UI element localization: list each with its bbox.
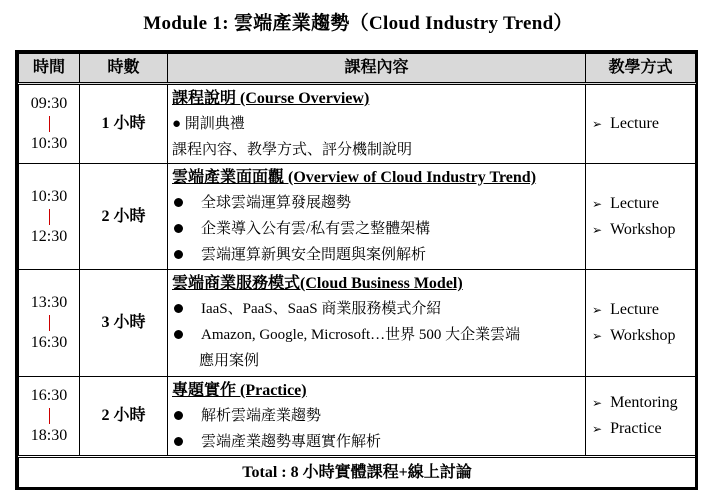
time-range bbox=[19, 164, 80, 270]
bullet-icon bbox=[174, 437, 183, 446]
list-item: 全球雲端運算發展趨勢 bbox=[172, 190, 581, 216]
header-time: 時間 bbox=[19, 54, 80, 84]
list-item: IaaS、PaaS、SaaS 商業服務模式介紹 bbox=[172, 296, 581, 322]
content-cell bbox=[168, 377, 586, 457]
method-item: ➢ Mentoring bbox=[592, 390, 695, 416]
method-item: ➢ Lecture bbox=[592, 111, 695, 137]
method-item: ➢ Lecture bbox=[592, 297, 695, 323]
list-item: 企業導入公有雲/私有雲之整體架構 bbox=[172, 216, 581, 242]
hours-cell: 1 小時 bbox=[80, 84, 168, 164]
content-cell bbox=[168, 164, 586, 270]
table-row bbox=[19, 377, 696, 457]
arrow-icon: ➢ bbox=[592, 422, 603, 436]
bullet-icon bbox=[174, 330, 183, 339]
start-time: 16:30 bbox=[30, 387, 68, 404]
table-row bbox=[19, 164, 696, 270]
section-title: 雲端商業服務模式(Cloud Business Model) bbox=[172, 275, 463, 292]
bullet-icon bbox=[174, 198, 183, 207]
method-item: ➢ Practice bbox=[592, 416, 695, 442]
method-cell bbox=[586, 270, 696, 377]
method-cell bbox=[586, 377, 696, 457]
start-time: 09:30 bbox=[30, 95, 68, 112]
time-separator bbox=[49, 408, 50, 424]
hours-cell: 3 小時 bbox=[80, 270, 168, 377]
time-range bbox=[19, 270, 80, 377]
method-cell bbox=[586, 164, 696, 270]
header-method: 教學方式 bbox=[586, 54, 696, 84]
content-cell bbox=[168, 270, 586, 377]
table-header-row bbox=[19, 54, 696, 84]
arrow-icon: ➢ bbox=[592, 303, 603, 317]
end-time: 18:30 bbox=[30, 427, 68, 444]
arrow-icon: ➢ bbox=[592, 396, 603, 410]
section-title: 雲端產業面面觀 (Overview of Cloud Industry Trend) bbox=[172, 169, 537, 186]
method-cell bbox=[586, 84, 696, 164]
bullet-icon bbox=[174, 250, 183, 259]
list-item: 解析雲端產業趨勢 bbox=[172, 403, 581, 429]
end-time: 10:30 bbox=[30, 135, 68, 152]
list-item: 雲端產業趨勢專題實作解析 bbox=[172, 429, 581, 455]
start-time: 10:30 bbox=[30, 187, 68, 205]
arrow-icon: ➢ bbox=[592, 222, 603, 237]
method-item: ➢ Workshop bbox=[592, 323, 695, 349]
time-range bbox=[19, 84, 80, 164]
total-row bbox=[19, 457, 696, 489]
time-separator bbox=[49, 315, 50, 331]
method-item: ➢ Workshop bbox=[592, 217, 695, 243]
time-separator bbox=[49, 209, 50, 225]
section-title: 課程說明 (Course Overview) bbox=[172, 90, 370, 107]
bullet-icon bbox=[174, 411, 183, 420]
list-item: Amazon, Google, Microsoft…世界 500 大企業雲端 bbox=[172, 322, 581, 348]
list-item: ● 開訓典禮 bbox=[172, 116, 245, 132]
end-time: 16:30 bbox=[30, 334, 68, 351]
arrow-icon: ➢ bbox=[592, 196, 603, 211]
header-content: 課程內容 bbox=[168, 54, 586, 84]
document-title: Module 1: 雲端產業趨勢（Cloud Industry Trend） bbox=[143, 13, 573, 34]
table-row bbox=[19, 84, 696, 164]
section-title: 專題實作 (Practice) bbox=[172, 382, 307, 399]
hours-cell: 2 小時 bbox=[80, 164, 168, 270]
list-item-continuation: 應用案例 bbox=[199, 353, 260, 369]
arrow-icon: ➢ bbox=[592, 329, 603, 343]
start-time: 13:30 bbox=[30, 294, 68, 311]
content-cell bbox=[168, 84, 586, 164]
time-range bbox=[19, 377, 80, 457]
schedule-table bbox=[18, 53, 696, 489]
list-item: 課程內容、教學方式、評分機制說明 bbox=[172, 142, 413, 158]
method-item: ➢ Lecture bbox=[592, 191, 695, 217]
arrow-icon: ➢ bbox=[592, 117, 603, 131]
total-cell: Total : 8 小時實體課程+線上討論 bbox=[19, 457, 696, 489]
bullet-icon bbox=[174, 304, 183, 313]
bullet-icon bbox=[174, 224, 183, 233]
end-time: 12:30 bbox=[30, 227, 68, 245]
time-separator bbox=[49, 116, 50, 132]
hours-cell: 2 小時 bbox=[80, 377, 168, 457]
header-hours: 時數 bbox=[80, 54, 168, 84]
list-item: 雲端運算新興安全問題與案例解析 bbox=[172, 242, 581, 268]
table-row bbox=[19, 270, 696, 377]
